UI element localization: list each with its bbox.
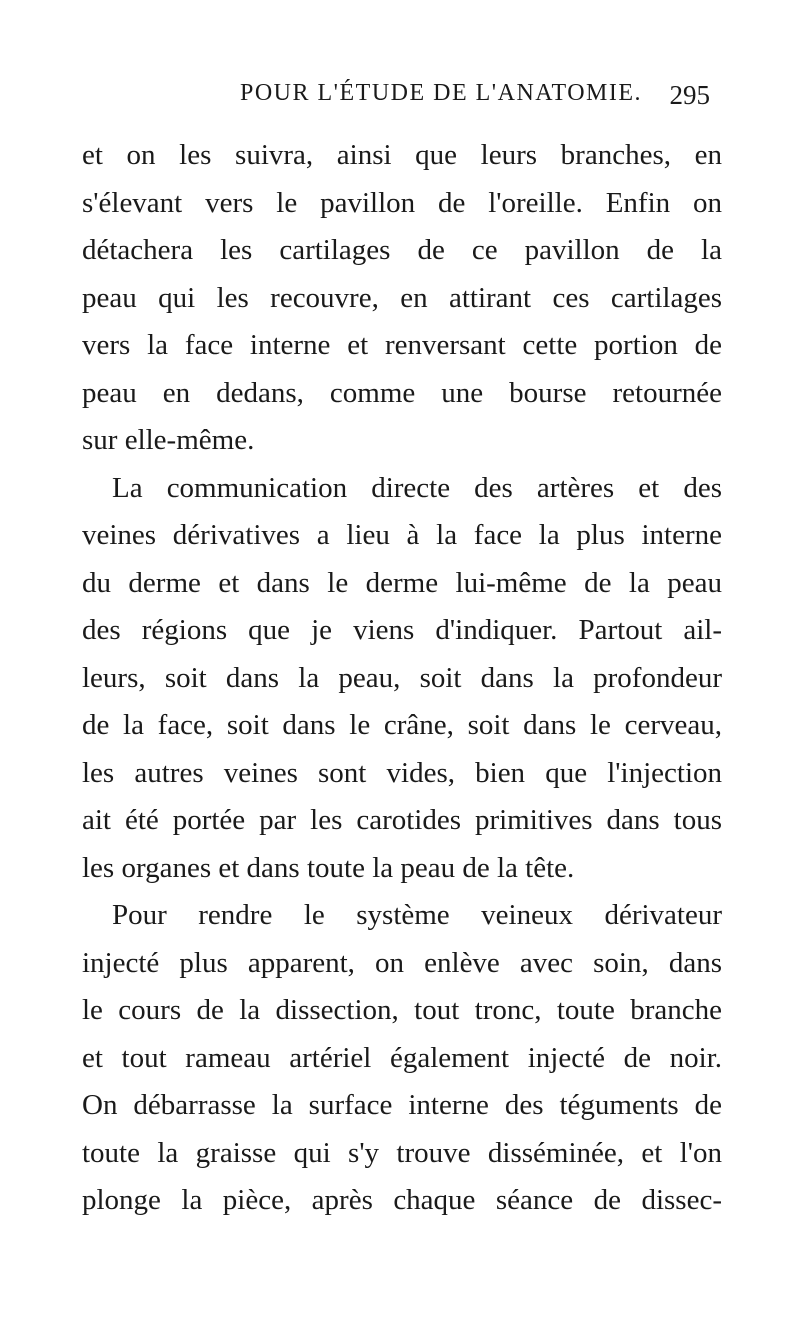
text-line: On débarrasse la surface interne des téguments de [82,1089,722,1121]
text-line: le cours de la dissection, tout tronc, toute branche [82,994,722,1026]
running-title: POUR L'ÉTUDE DE L'ANATOMIE. [240,80,643,106]
text-line: La communication directe des artères et des [112,471,722,504]
text-line: détachera les cartilages de ce pavillon de la [82,234,722,266]
text-line: les organes et dans toute la peau de la tête. [82,851,575,884]
text-line: peau qui les recouvre, en attirant ces cartilages [82,281,722,314]
text-line: sur elle-même. [82,424,255,456]
page-number: 295 [669,80,710,110]
text-line: vers la face interne et renversant cette portion de [82,329,722,361]
text-line: s'élevant vers le pavillon de l'oreille. Enfin on [82,186,722,219]
text-line: ait été portée par les carotides primitives dans tous [82,804,722,836]
text-line: toute la graisse qui s'y trouve disséminée, et l'on [82,1136,722,1169]
text-line: du derme et dans le derme lui-même de la peau [82,566,722,599]
text-line: et on les suivra, ainsi que leurs branches, en [82,139,722,171]
text-line: de la face, soit dans le crâne, soit dans le cerveau, [82,709,722,741]
text-line: veines dérivatives a lieu à la face la plus interne [82,519,722,551]
text-line: leurs, soit dans la peau, soit dans la profondeur [82,661,722,694]
body-text [82,132,722,1225]
text-line: des régions que je viens d'indiquer. Partout ail- [82,614,722,646]
text-line: les autres veines sont vides, bien que l'injection [82,756,722,789]
text-line: injecté plus apparent, on enlève avec soin, dans [82,946,722,979]
page-header [240,80,710,114]
text-line: peau en dedans, comme une bourse retournée [82,376,722,409]
text-line: plonge la pièce, après chaque séance de dissec- [82,1184,722,1216]
text-line: et tout rameau artériel également injecté de noir. [82,1041,722,1074]
text-line: Pour rendre le système veineux dérivateur [112,899,722,931]
